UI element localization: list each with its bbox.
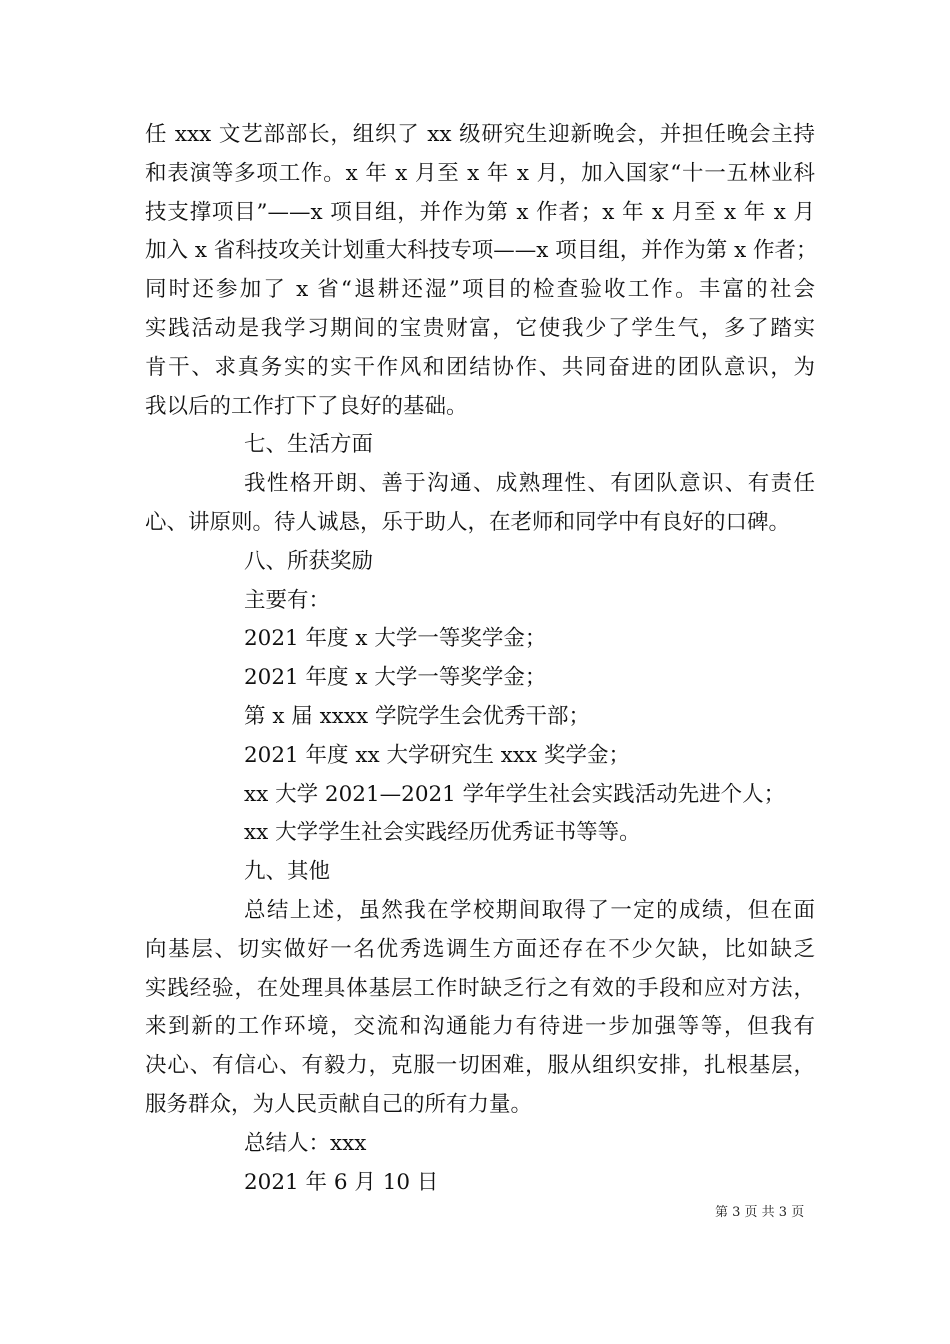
paragraph-line: 实践经验，在处理具体基层工作时缺乏行之有效的手段和应对方法， [145, 975, 815, 1001]
section-heading: 八、所获奖励 [244, 548, 374, 574]
paragraph-line: 我以后的工作打下了良好的基础。 [145, 393, 468, 419]
paragraph-line: 肯干、求真务实的实干作风和团结协作、共同奋进的团队意识，为 [145, 354, 815, 380]
paragraph-line: 来到新的工作环境，交流和沟通能力有待进一步加强等等，但我有 [145, 1014, 815, 1040]
paragraph-line: 决心、有信心、有毅力，克服一切困难，服从组织安排，扎根基层， [145, 1053, 815, 1079]
paragraph-line: 和表演等多项工作。x 年 x 月至 x 年 x 月，加入国家“十一五林业科 [145, 160, 815, 186]
award-item: xx 大学 2021—2021 学年学生社会实践活动先进个人； [244, 781, 786, 807]
paragraph-line: 任 xxx 文艺部部长，组织了 xx 级研究生迎新晚会，并担任晚会主持 [145, 122, 815, 147]
section-heading: 七、生活方面 [244, 432, 374, 458]
paragraph-line: 心、讲原则。待人诚恳，乐于助人，在老师和同学中有良好的口碑。 [145, 509, 791, 535]
award-item: 第 x 届 xxxx 学院学生会优秀干部； [244, 703, 590, 729]
paragraph-line: 我性格开朗、善于沟通、成熟理性、有团队意识、有责任 [244, 471, 815, 497]
page-number: 第 3 页 共 3 页 [715, 1205, 805, 1220]
paragraph-line: 实践活动是我学习期间的宝贵财富，它使我少了学生气，多了踏实 [145, 315, 815, 341]
document-body [145, 116, 818, 1202]
paragraph-line: 主要有： [244, 587, 331, 613]
award-item: 2021 年度 x 大学一等奖学金； [244, 626, 547, 652]
section-heading: 九、其他 [244, 859, 331, 885]
paragraph-line: 加入 x 省科技攻关计划重大科技专项——x 项目组，并作为第 x 作者； [145, 238, 818, 264]
date-line: 2021 年 6 月 10 日 [244, 1169, 439, 1195]
award-item: 2021 年度 xx 大学研究生 xxx 奖学金； [244, 742, 631, 768]
paragraph-line: 总结上述，虽然我在学校期间取得了一定的成绩，但在面 [244, 897, 815, 923]
paragraph-line: 技支撑项目”——x 项目组，并作为第 x 作者；x 年 x 月至 x 年 x 月 [145, 199, 815, 225]
paragraph-line: 同时还参加了 x 省“退耕还湿”项目的检查验收工作。丰富的社会 [145, 277, 815, 303]
signature-line: 总结人：xxx [244, 1130, 367, 1156]
award-item: xx 大学学生社会实践经历优秀证书等等。 [244, 820, 641, 846]
paragraph-line: 向基层、切实做好一名优秀选调生方面还存在不少欠缺，比如缺乏 [145, 936, 815, 962]
paragraph-line: 服务群众，为人民贡献自己的所有力量。 [145, 1091, 533, 1117]
award-item: 2021 年度 x 大学一等奖学金； [244, 665, 547, 691]
